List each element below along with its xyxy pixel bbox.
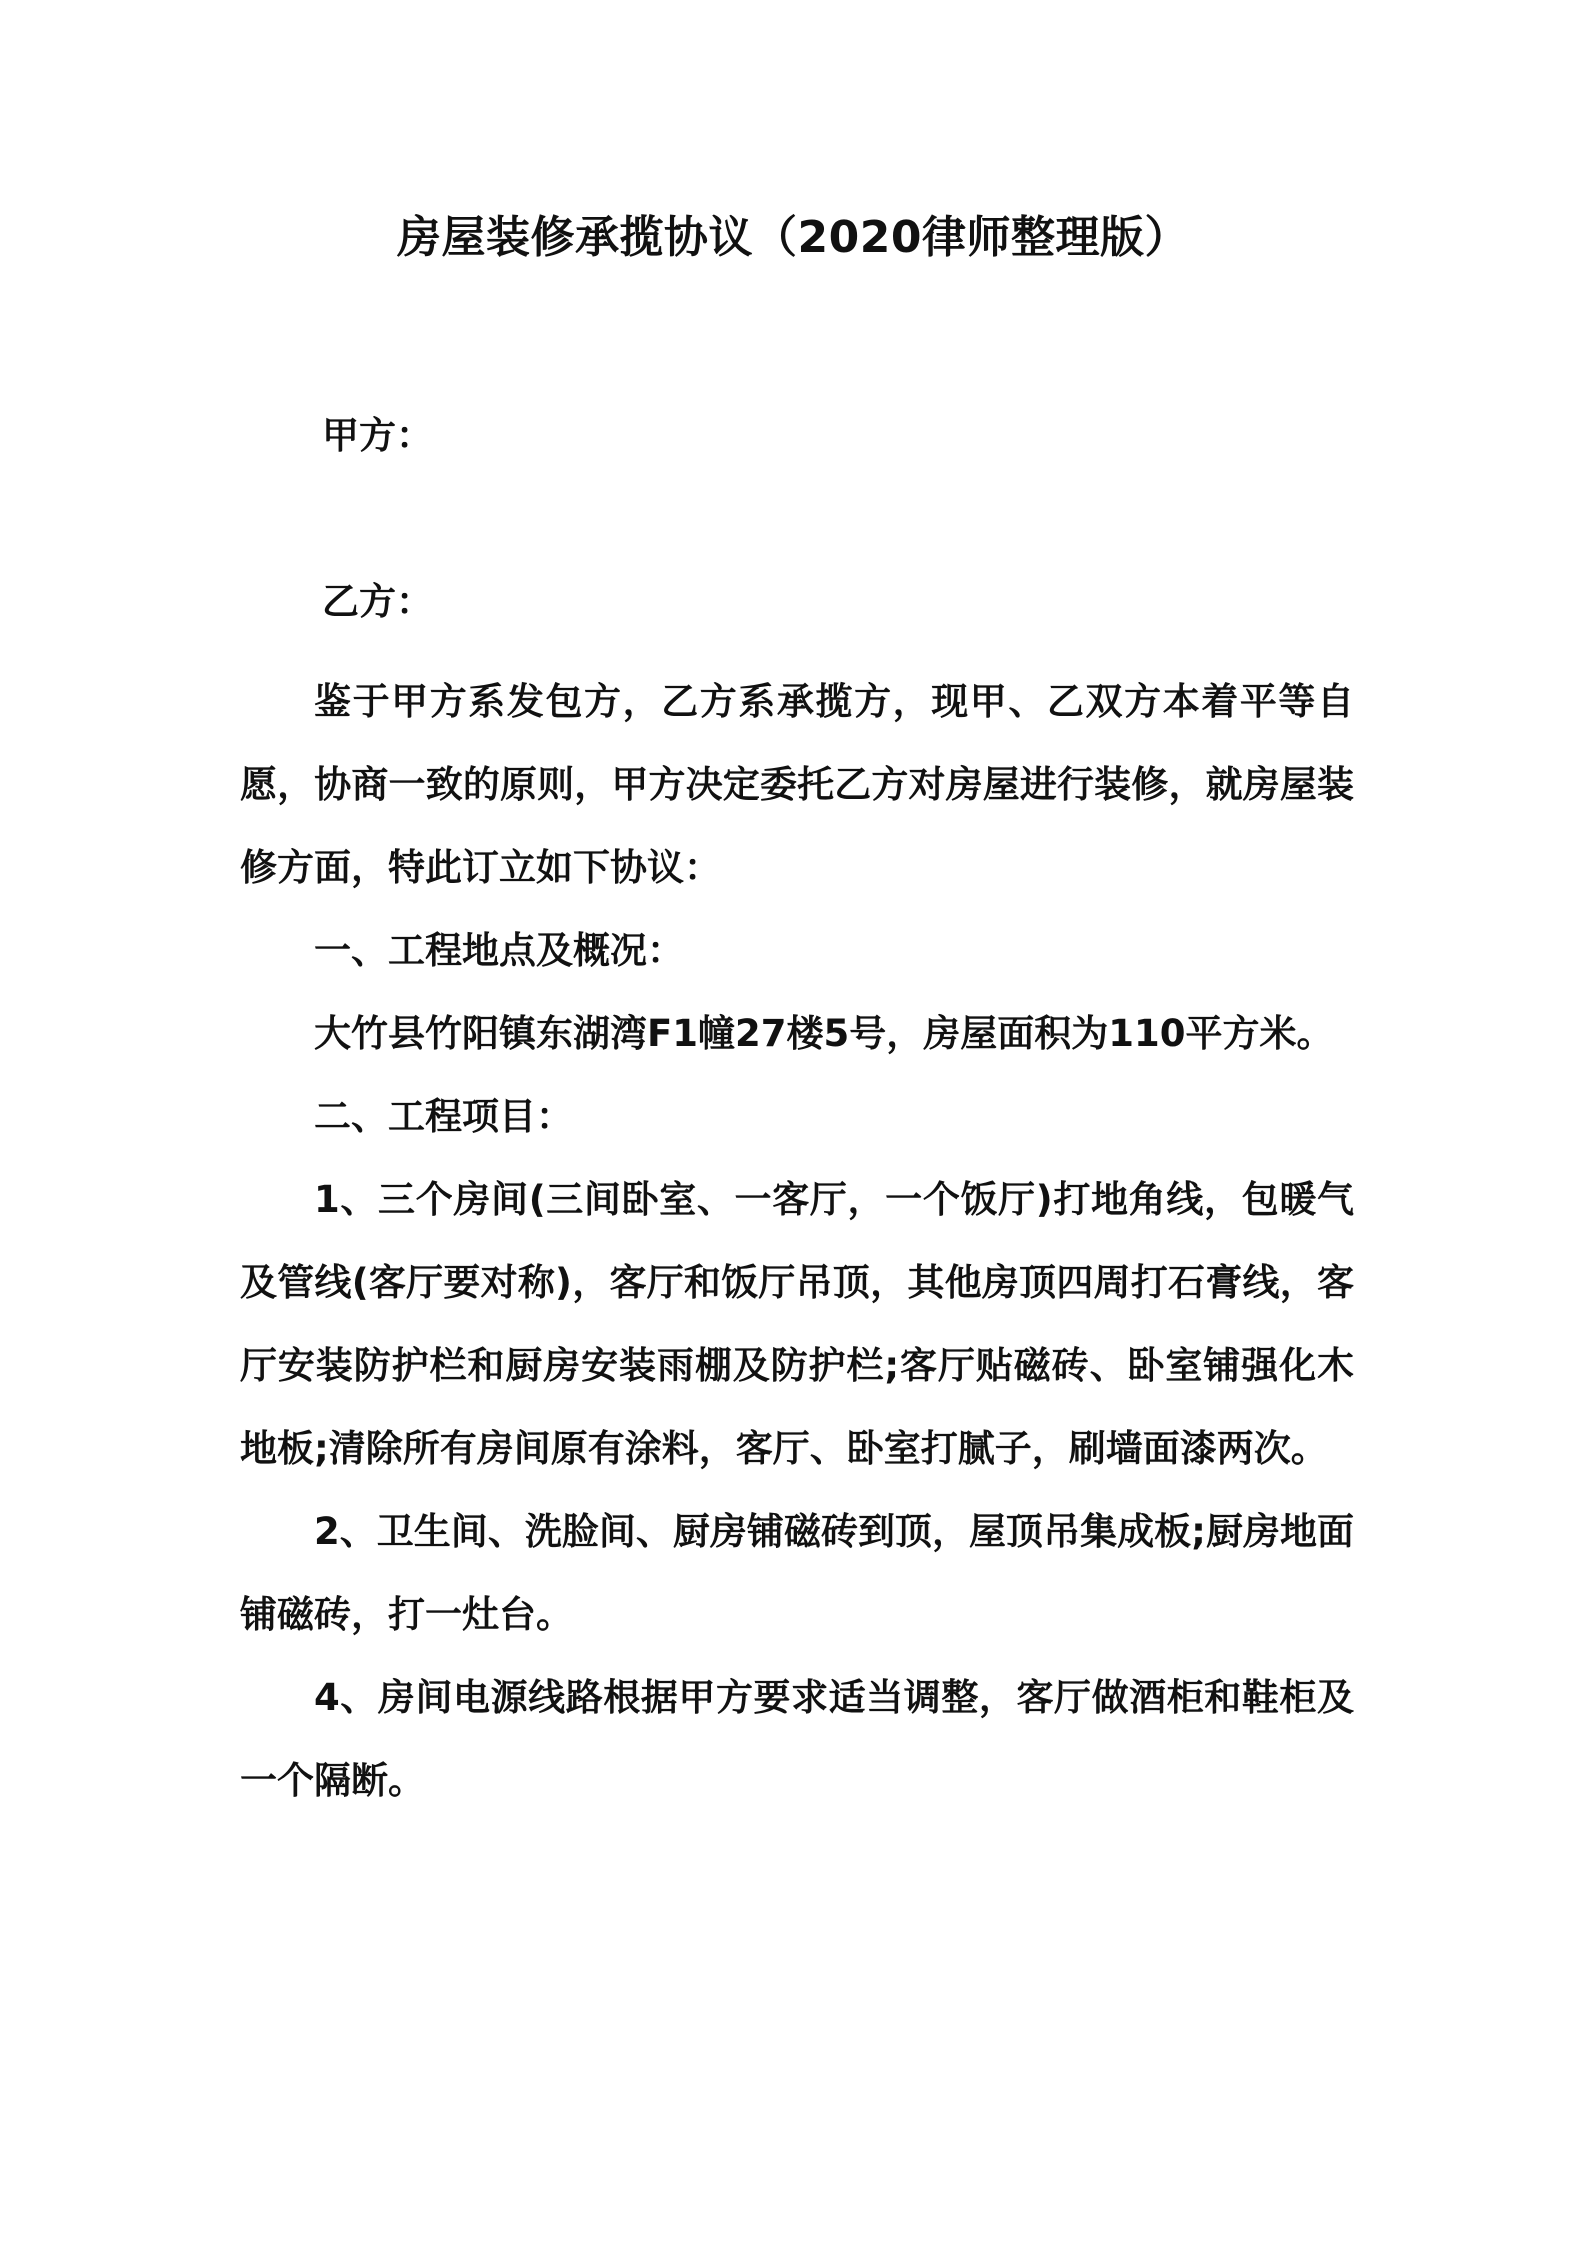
section-heading-items: 二、工程项目：	[314, 1095, 573, 1138]
party-b-label: 乙方：	[322, 580, 433, 623]
item-2-paragraph: 2、卫生间、洗脸间、厨房铺磁砖到顶，屋顶吊集成板;厨房地面铺磁砖，打一灶台。	[240, 1510, 1354, 1636]
section-heading-location: 一、工程地点及概况：	[314, 929, 684, 972]
party-a-label: 甲方：	[322, 414, 433, 457]
location-paragraph: 大竹县竹阳镇东湖湾F1幢27楼5号，房屋面积为110平方米。	[314, 1012, 1334, 1055]
preamble-paragraph: 鉴于甲方系发包方，乙方系承揽方，现甲、乙双方本着平等自愿，协商一致的原则，甲方决定委托乙方对房屋进行装修，就房屋装修方面，特此订立如下协议：	[240, 680, 1354, 889]
item-4-paragraph: 4、房间电源线路根据甲方要求适当调整，客厅做酒柜和鞋柜及一个隔断。	[240, 1676, 1354, 1802]
item-1-paragraph: 1、三个房间(三间卧室、一客厅，一个饭厅)打地角线，包暖气及管线(客厅要对称)，客厅和饭厅吊顶，其他房顶四周打石膏线，客厅安装防护栏和厨房安装雨棚及防护栏;客厅贴磁砖、卧室铺强化木地板;清除所有房间原有涂料，客厅、卧室打腻子，刷墙面漆两次。	[240, 1178, 1354, 1470]
document-title: 房屋装修承揽协议（2020律师整理版）	[397, 212, 1189, 263]
agreement-body	[240, 660, 1354, 1822]
